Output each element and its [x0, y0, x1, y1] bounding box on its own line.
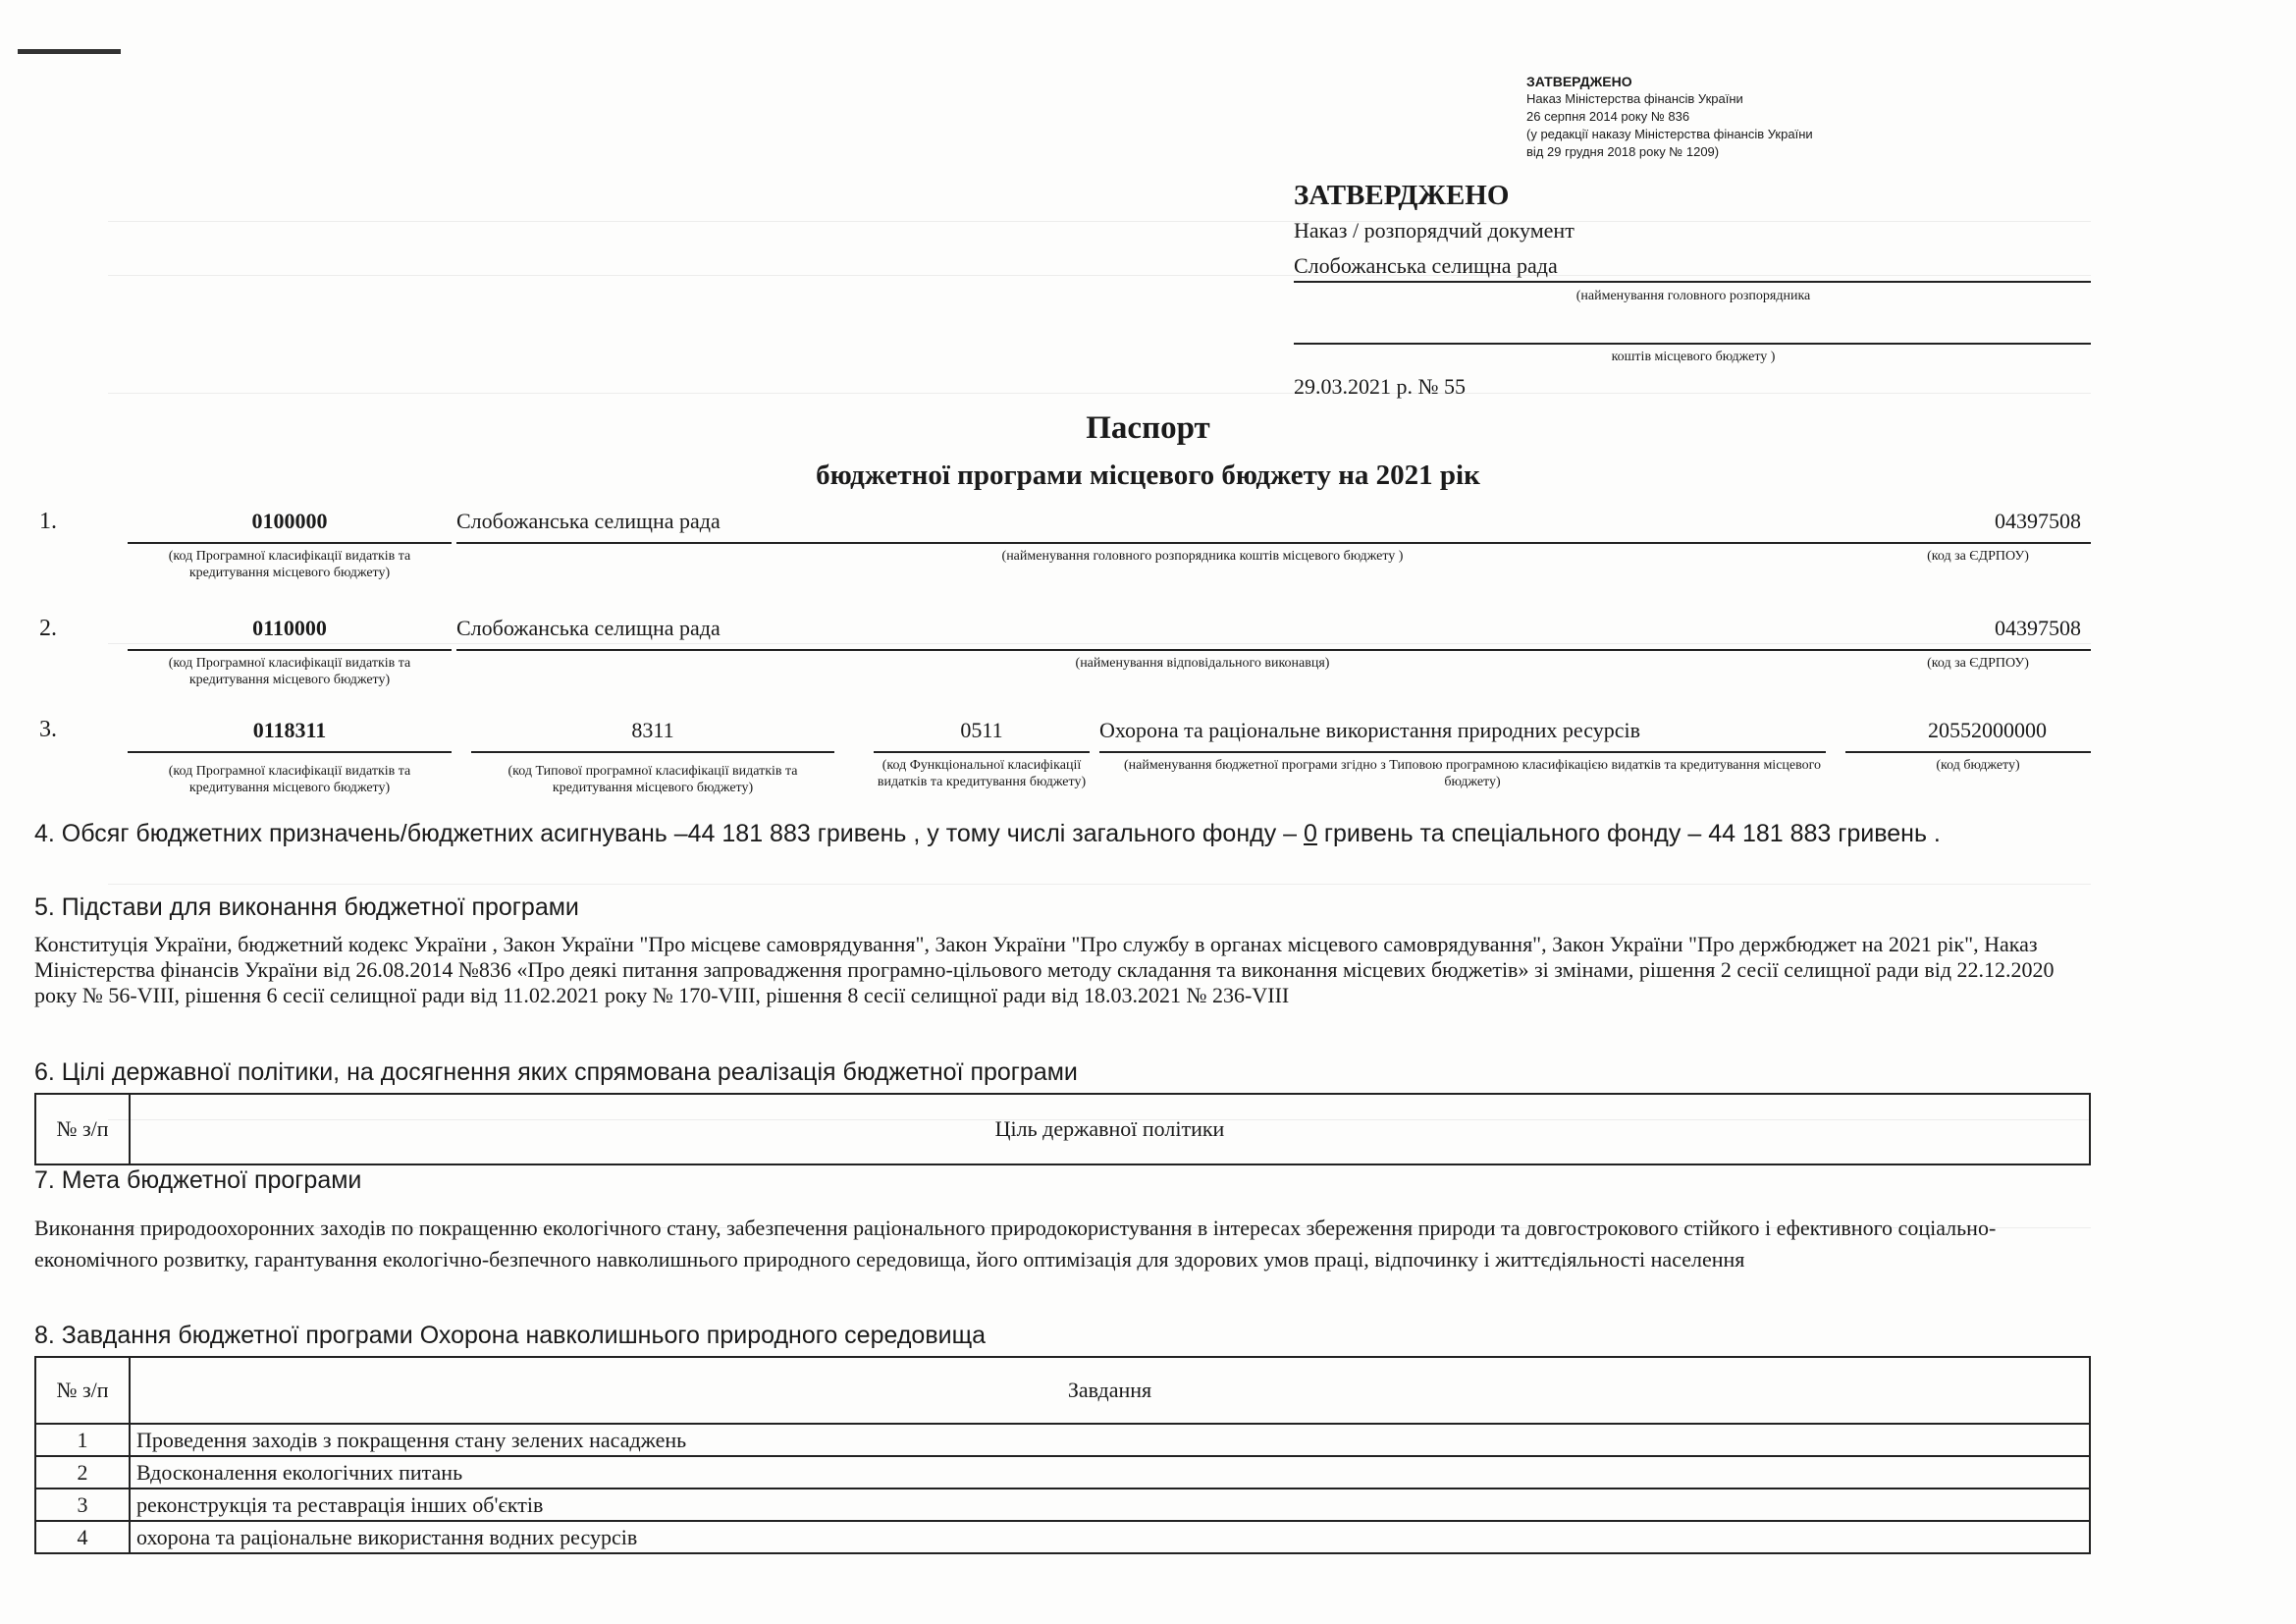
row1-name-rule	[456, 542, 2066, 544]
task-number: 4	[35, 1521, 130, 1553]
task-text: охорона та раціональне використання водних ресурсів	[130, 1521, 2090, 1553]
approval-date-number: 29.03.2021 р. № 55	[1294, 374, 1466, 399]
passport-title: Паспорт	[1086, 410, 1210, 446]
row2-name-caption: (найменування відповідального виконавця)	[1075, 656, 1330, 671]
row1-edrpou: 04397508	[1995, 509, 2081, 533]
approval-org-rule2	[1294, 343, 2091, 345]
approval-top-title: ЗАТВЕРДЖЕНО	[1526, 74, 1632, 89]
tasks-table	[34, 1356, 2091, 1554]
section5-text: Конституція України, бюджетний кодекс України , Закон України "Про місцеве самоврядування", Закон України "Про службу в органах місцевого самоврядування", Закон України "Про держбюджет на 2021 рік", Наказ Міністерства фінансів України від 26.08.2014 №836 «Про деякі питання запровадження програмно-цільового методу складання та виконання місцевих бюджетів» зі змінами, рішення 2 сесії селищної ради від 22.12.2020 року № 56-VIII, рішення 6 сесії селищної ради від 11.02.2021 року № 170-VIII, рішення 8 сесії селищної ради від 18.03.2021 № 236-VIII	[34, 932, 2055, 1007]
row1-code-rule	[128, 542, 452, 544]
section7-text: Виконання природоохоронних заходів по покращенню екологічного стану, забезпечення раціонального природокористування в інтересах збереження природи та довгострокового стійкого і ефективного соціально-економічного розвитку, гарантування екологічно-безпечного навколишнього природного середовища, його оптимізація для здорових умов праці, відпочинку і життєдіяльності населення	[34, 1216, 1997, 1272]
approval-doc: Наказ / розпорядчий документ	[1294, 218, 1575, 243]
task-text: реконструкція та реставрація інших об'єктів	[130, 1489, 2090, 1521]
row3-functional-code: 0511	[960, 718, 1003, 742]
row1-edrpou-rule	[1860, 542, 2091, 544]
table-row	[35, 1424, 2090, 1456]
row2-edrpou-rule	[1860, 649, 2091, 651]
row3-typical-caption: (код Типової програмної класифікації видатків та кредитування місцевого бюджету)	[507, 764, 798, 795]
task-text: Вдосконалення екологічних питань	[130, 1456, 2090, 1489]
row1-program-code: 0100000	[251, 509, 328, 533]
row3-budget-code: 20552000000	[1928, 718, 2047, 742]
row3-program-name: Охорона та раціональне використання природних ресурсів	[1099, 718, 1640, 742]
section6-heading: 6. Цілі державної політики, на досягнення яких спрямована реалізація бюджетної програми	[34, 1058, 1078, 1086]
row3-name-rule	[1099, 751, 1826, 753]
approval-top-line2: 26 серпня 2014 року № 836	[1526, 109, 1690, 124]
tasks-col-task: Завдання	[130, 1357, 2090, 1424]
task-number: 3	[35, 1489, 130, 1521]
section7-heading: 7. Мета бюджетної програми	[34, 1166, 362, 1194]
approval-org-caption2: коштів місцевого бюджету )	[1611, 350, 1776, 364]
tasks-col-number: № з/п	[35, 1357, 130, 1424]
table-row	[35, 1521, 2090, 1553]
approval-top-line1: Наказ Міністерства фінансів України	[1526, 91, 1743, 106]
approval-org-caption: (найменування головного розпорядника	[1575, 289, 1811, 303]
table-row	[35, 1456, 2090, 1489]
goals-table	[34, 1093, 2091, 1165]
approval-title: ЗАТВЕРДЖЕНО	[1294, 180, 1510, 211]
row2-name-rule	[456, 649, 2066, 651]
row3-functional-rule	[874, 751, 1090, 753]
row1-manager-name: Слобожанська селищна рада	[456, 509, 721, 533]
row3-functional-caption: (код Функціональної класифікації видатків та кредитування бюджету)	[877, 758, 1087, 789]
task-number: 2	[35, 1456, 130, 1489]
row2-program-code: 0110000	[252, 616, 327, 640]
row1-name-caption: (найменування головного розпорядника коштів місцевого бюджету )	[1001, 549, 1404, 564]
row1-edrpou-caption: (код за ЄДРПОУ)	[1927, 549, 2029, 564]
section5-heading: 5. Підстави для виконання бюджетної програми	[34, 893, 579, 921]
approval-org: Слобожанська селищна рада	[1294, 253, 1558, 278]
row2-edrpou-caption: (код за ЄДРПОУ)	[1927, 656, 2029, 671]
section4-text	[34, 817, 2096, 850]
row3-budget-rule	[1845, 751, 2091, 753]
row1-code-caption: (код Програмної класифікації видатків та кредитування місцевого бюджету)	[168, 549, 411, 580]
row2-executor-name: Слобожанська селищна рада	[456, 616, 721, 640]
row2-code-caption: (код Програмної класифікації видатків та кредитування місцевого бюджету)	[168, 656, 411, 687]
goals-col-number: № з/п	[35, 1094, 130, 1164]
row3-name-caption: (найменування бюджетної програми згідно з Типовою програмною класифікацією видатків та кредитування місцевого бюджету)	[1123, 758, 1822, 789]
approval-top-line3: (у редакції наказу Міністерства фінансів України	[1526, 127, 1813, 141]
section8-heading: 8. Завдання бюджетної програми Охорона навколишнього природного середовища	[34, 1322, 987, 1349]
approval-top-line4: від 29 грудня 2018 року № 1209)	[1526, 144, 1720, 159]
row2-number: 2.	[39, 616, 57, 641]
row3-budget-caption: (код бюджету)	[1936, 758, 2020, 773]
section4-general-fund: 0	[1304, 820, 1317, 847]
section4-post: гривень та спеціального фонду – 44 181 883 гривень .	[1316, 820, 1941, 847]
table-row	[35, 1489, 2090, 1521]
row3-typical-code: 8311	[631, 718, 674, 742]
section4-pre: 4. Обсяг бюджетних призначень/бюджетних асигнувань –44 181 883 гривень , у тому числі загального фонду –	[34, 820, 1305, 847]
goals-col-goal: Ціль державної політики	[130, 1094, 2090, 1164]
row3-code-caption: (код Програмної класифікації видатків та кредитування місцевого бюджету)	[168, 764, 411, 795]
row3-program-code: 0118311	[252, 718, 327, 742]
passport-subtitle: бюджетної програми місцевого бюджету на 2021 рік	[816, 460, 1480, 491]
row1-number: 1.	[39, 509, 57, 534]
row3-number: 3.	[39, 717, 57, 742]
row2-edrpou: 04397508	[1995, 616, 2081, 640]
scan-mark	[18, 49, 121, 54]
approval-stamp-top	[1526, 73, 1813, 161]
row3-typical-rule	[471, 751, 834, 753]
approval-org-rule	[1294, 281, 2091, 283]
row3-code-rule	[128, 751, 452, 753]
task-number: 1	[35, 1424, 130, 1456]
task-text: Проведення заходів з покращення стану зелених насаджень	[130, 1424, 2090, 1456]
row2-code-rule	[128, 649, 452, 651]
